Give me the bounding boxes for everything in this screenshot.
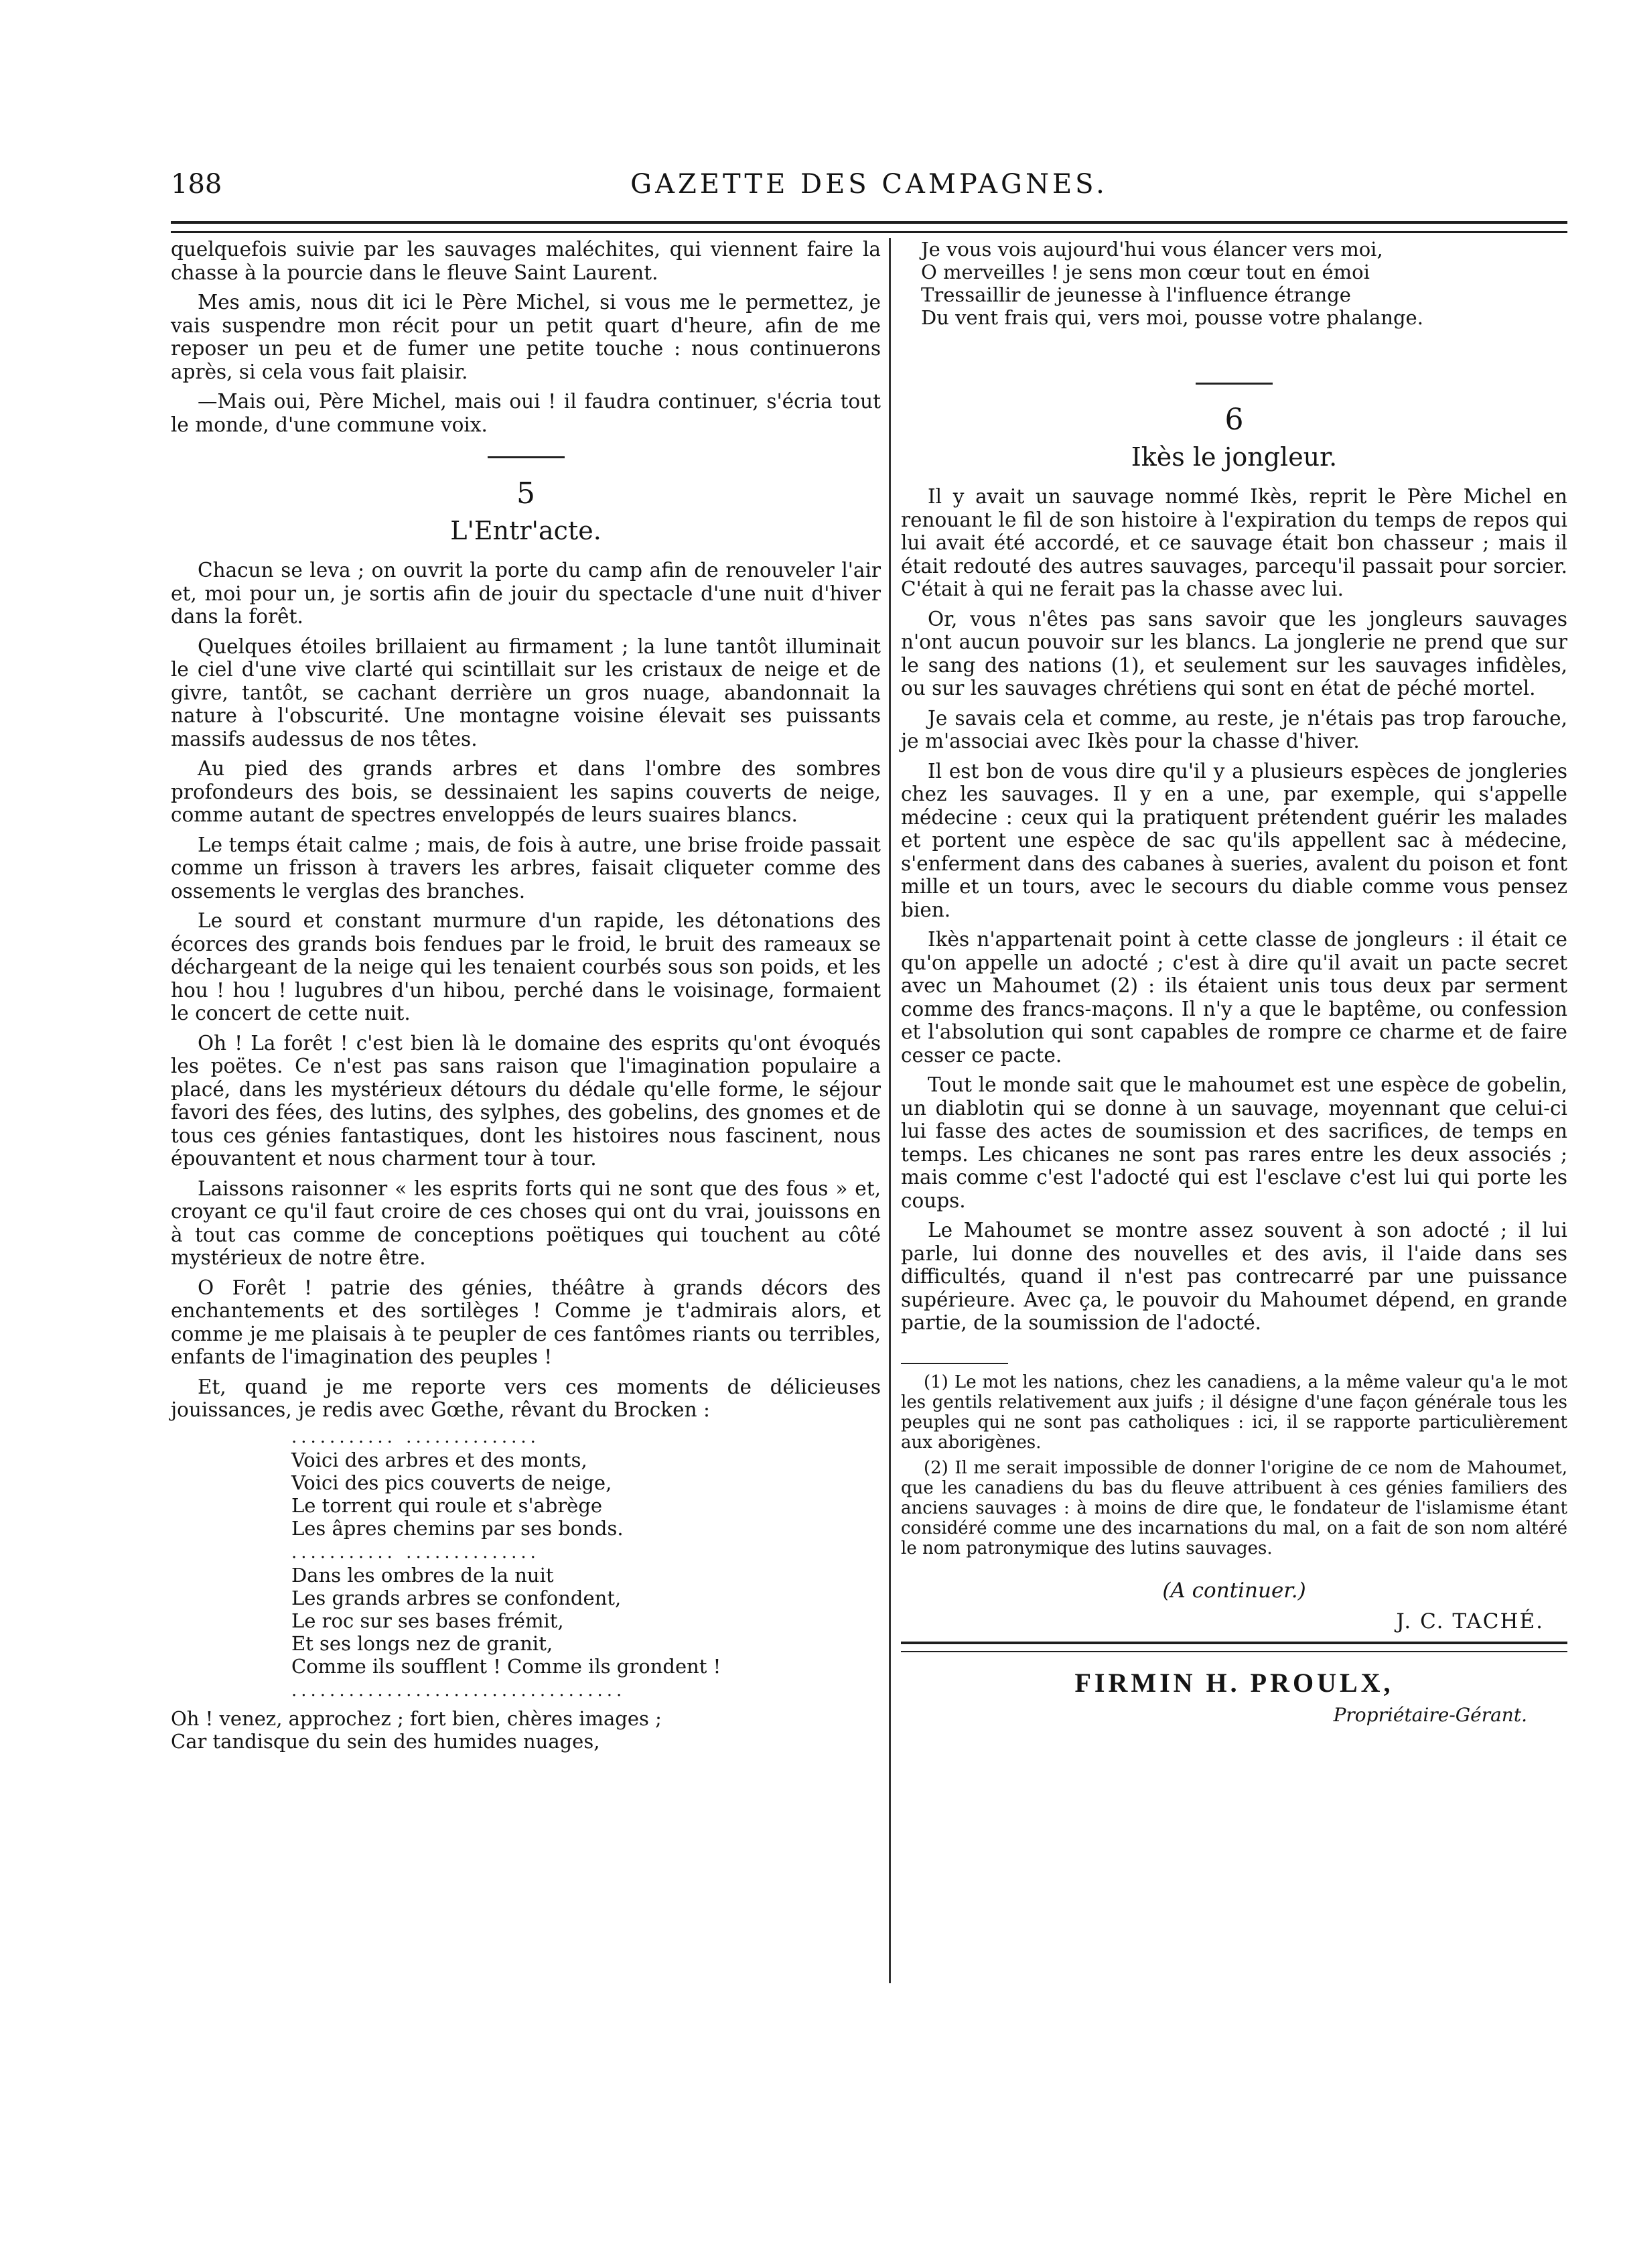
column-divider xyxy=(889,238,891,1983)
paragraph: Chacun se leva ; on ouvrit la porte du camp afin de renouveler l'air et, moi pour un, je sortis afin de jouir du spectacle d'une nuit d'hiver dans la forêt. xyxy=(171,559,881,628)
paragraph: Le sourd et constant murmure d'un rapide, les détonations des écorces des grands bois fendues par le froid, le bruit des rameaux se déchargeant de la neige qui les tenaient courbés sous son poids, et les hou ! hou ! lugubres d'un hibou, perché dans le voisinage, formaient le concert de cette nuit. xyxy=(171,909,881,1024)
paragraph: Le Mahoumet se montre assez souvent à son adocté ; il lui parle, lui donne des nouvelles et des avis, il l'aide dans ses difficultés, quand il n'est pas contrecarré par une puissance supérieure. Avec ça, le pouvoir du Mahoumet dépend, en grande partie, de la soumission de l'adocté. xyxy=(901,1219,1567,1334)
verse-line: Les âpres chemins par ses bonds. xyxy=(291,1516,624,1540)
paragraph: Oh ! La forêt ! c'est bien là le domaine des esprits qu'ont évoqués les poëtes. Ce n'est pas sans raison que l'imagination populaire a placé, dans les mystérieux détours du dédale qu'elle forme, le séjour favori des fées, des lutins, des sylphes, des gobelins, des gnomes et de tous ces génies fantastiques, dont les histoires nous fascinent, nous épouvantent et nous charment tour à tour. xyxy=(171,1031,881,1170)
right-column xyxy=(901,238,1567,1726)
poem-continuation xyxy=(171,1707,881,1753)
left-column xyxy=(171,238,881,1753)
to-be-continued: (A continuer.) xyxy=(1162,1578,1306,1603)
section-number: 5 xyxy=(516,476,535,511)
publisher-name: FIRMIN H. PROULX, xyxy=(1074,1667,1394,1698)
verse-line: O merveilles ! je sens mon cœur tout en émoi xyxy=(921,261,1370,283)
verse-line: Car tandisque du sein des humides nuages, xyxy=(171,1729,600,1753)
verse-line: Je vous vois aujourd'hui vous élancer vers moi, xyxy=(921,238,1383,261)
paragraph: —Mais oui, Père Michel, mais oui ! il faudra continuer, s'écria tout le monde, d'une commune voix. xyxy=(171,390,881,436)
paragraph: Il est bon de vous dire qu'il y a plusieurs espèces de jongleries chez les sauvages. Il y en a une, par exemple, qui s'appelle médecine : ceux qui la pratiquent prétendent guérir les malades et portent une espèce de sac qu'ils appellent sac à médecine, s'enferment dans des cabanes à sueries, avalent du poison et font mille et un tours, avec le secours du diable comme vous pensez bien. xyxy=(901,759,1567,921)
section-title: Ikès le jongleur. xyxy=(1131,442,1338,472)
paragraph: Or, vous n'êtes pas sans savoir que les jongleurs sauvages n'ont aucun pouvoir sur les blancs. La jonglerie ne prend que sur le sang des nations (1), et seulement sur les sauvages infidèles, ou sur les sauvages chrétiens qui sont en état de péché mortel. xyxy=(901,607,1567,699)
poem-excerpt xyxy=(291,1428,881,1699)
footnote: (2) Il me serait impossible de donner l'origine de ce nom de Mahoumet, que les canadiens du bas du fleuve attribuent à ces génies familiers des anciens sauvages : à moins de dire que, le fondateur de l'islamisme étant considéré comme une des incarnations du mal, on a fait de son nom altéré le nom patronymique des lutins sauvages. xyxy=(901,1457,1567,1558)
section-rule xyxy=(1196,383,1273,385)
footnotes-rule xyxy=(901,1363,1008,1364)
header-rule xyxy=(171,221,1567,233)
verse-line: Du vent frais qui, vers moi, pousse votre phalange. xyxy=(921,306,1423,329)
closing-rule xyxy=(901,1642,1567,1652)
paragraph: Il y avait un sauvage nommé Ikès, reprit le Père Michel en renouant le fil de son histoire à l'expiration du temps de repos qui lui avait été accordé, et ce sauvage était bon chasseur ; mais il était redouté des autres sauvages, parcequ'il passait pour sorcier. C'était à qui ne ferait pas la chasse avec lui. xyxy=(901,485,1567,600)
running-title: GAZETTE DES CAMPAGNES. xyxy=(630,169,1108,200)
verse-line: Et ses longs nez de granit, xyxy=(291,1631,553,1655)
verse-line: Le roc sur ses bases frémit, xyxy=(291,1609,564,1632)
ellipsis-line: ................................... xyxy=(291,1680,626,1700)
verse-line: Comme ils soufflent ! Comme ils grondent ! xyxy=(291,1654,721,1678)
paragraph: quelquefois suivie par les sauvages maléchites, qui viennent faire la chasse à la pourcie dans le fleuve Saint Laurent. xyxy=(171,238,881,284)
page-header xyxy=(171,169,1567,202)
paragraph: Laissons raisonner « les esprits forts qui ne sont que des fous » et, croyant ce qu'il faut croire de ces choses qui ont du vrai, jouissons en à tout cas comme de conceptions poëtiques qui touchent au côté mystérieux de notre être. xyxy=(171,1177,881,1269)
verse-line: Les grands arbres se confondent, xyxy=(291,1586,622,1609)
verse-line: Voici des arbres et des monts, xyxy=(291,1448,587,1471)
section-title: L'Entr'acte. xyxy=(450,516,602,545)
paragraph: Je savais cela et comme, au reste, je n'étais pas trop farouche, je m'associai avec Ikès pour la chasse d'hiver. xyxy=(901,706,1567,752)
publisher-role: Propriétaire-Gérant. xyxy=(1333,1703,1527,1726)
paragraph: Mes amis, nous dit ici le Père Michel, si vous me le permettez, je vais suspendre mon récit pour un petit quart d'heure, afin de me reposer un peu et de fumer une petite touche : nous continuerons après, si cela vous fait plaisir. xyxy=(171,291,881,383)
paragraph: Le temps était calme ; mais, de fois à autre, une brise froide passait comme un frisson à travers les arbres, faisait cliqueter comme des ossements le verglas des branches. xyxy=(171,833,881,903)
page-number: 188 xyxy=(171,169,222,200)
paragraph: O Forêt ! patrie des génies, théâtre à grands décors des enchantements et des sortilèges ! Comme je t'admirais alors, et comme je me plaisais à te peupler de ces fantômes riants ou terribles, enfants de l'imagination des peuples ! xyxy=(171,1276,881,1368)
paragraph: Au pied des grands arbres et dans l'ombre des sombres profondeurs des bois, se dessinaient les sapins couverts de neige, comme autant de spectres enveloppés de leurs suaires blancs. xyxy=(171,757,881,826)
footnote: (1) Le mot les nations, chez les canadiens, a la même valeur qu'a le mot les gentils relativement aux juifs ; il désigne d'une façon générale tous les peuples qui ne sont pas catholiques : ici, il se rapporte particulièrement aux aborigènes. xyxy=(901,1372,1567,1453)
verse-line: Tressaillir de jeunesse à l'influence étrange xyxy=(921,283,1351,306)
paragraph: Et, quand je me reporte vers ces moments de délicieuses jouissances, je redis avec Gœthe, rêvant du Brocken : xyxy=(171,1375,881,1421)
paragraph: Ikès n'appartenait point à cette classe de jongleurs : il était ce qu'on appelle un adocté ; c'est à dire qu'il avait un pacte secret avec un Mahoumet (2) : ils étaient unis tous deux par serment comme des francs-maçons. Il n'y a que le baptême, ou confession et l'absolution qui sont capables de rompre ce charme et de faire cesser ce pacte. xyxy=(901,928,1567,1067)
author-signature: J. C. TACHÉ. xyxy=(1396,1609,1544,1633)
verse-line: Oh ! venez, approchez ; fort bien, chères images ; xyxy=(171,1707,662,1730)
section-number: 6 xyxy=(1224,403,1244,437)
paragraph: Quelques étoiles brillaient au firmament ; la lune tantôt illuminait le ciel d'une vive clarté qui scintillait sur les cristaux de neige et de givre, tantôt, se cachant derrière un gros nuage, abandonnait la nature à l'obscurité. Une montagne voisine élevait ses puissants massifs audessus de nos têtes. xyxy=(171,635,881,750)
ellipsis-line: ........... .............. xyxy=(291,1542,540,1562)
verse-line: Dans les ombres de la nuit xyxy=(291,1563,554,1587)
section-rule xyxy=(488,456,565,458)
verse-line: Voici des pics couverts de neige, xyxy=(291,1471,612,1494)
paragraph: Tout le monde sait que le mahoumet est une espèce de gobelin, un diablotin qui se donne à un sauvage, moyennant que celui-ci lui fasse des actes de soumission et des sacrifices, de temps en temps. Les chicanes ne sont pas rares entre les deux associés ; mais comme c'est l'adocté qui est l'esclave c'est lui qui porte les coups. xyxy=(901,1073,1567,1212)
poem-continuation xyxy=(921,238,1567,329)
verse-line: Le torrent qui roule et s'abrège xyxy=(291,1493,603,1517)
ellipsis-line: ........... .............. xyxy=(291,1426,540,1447)
